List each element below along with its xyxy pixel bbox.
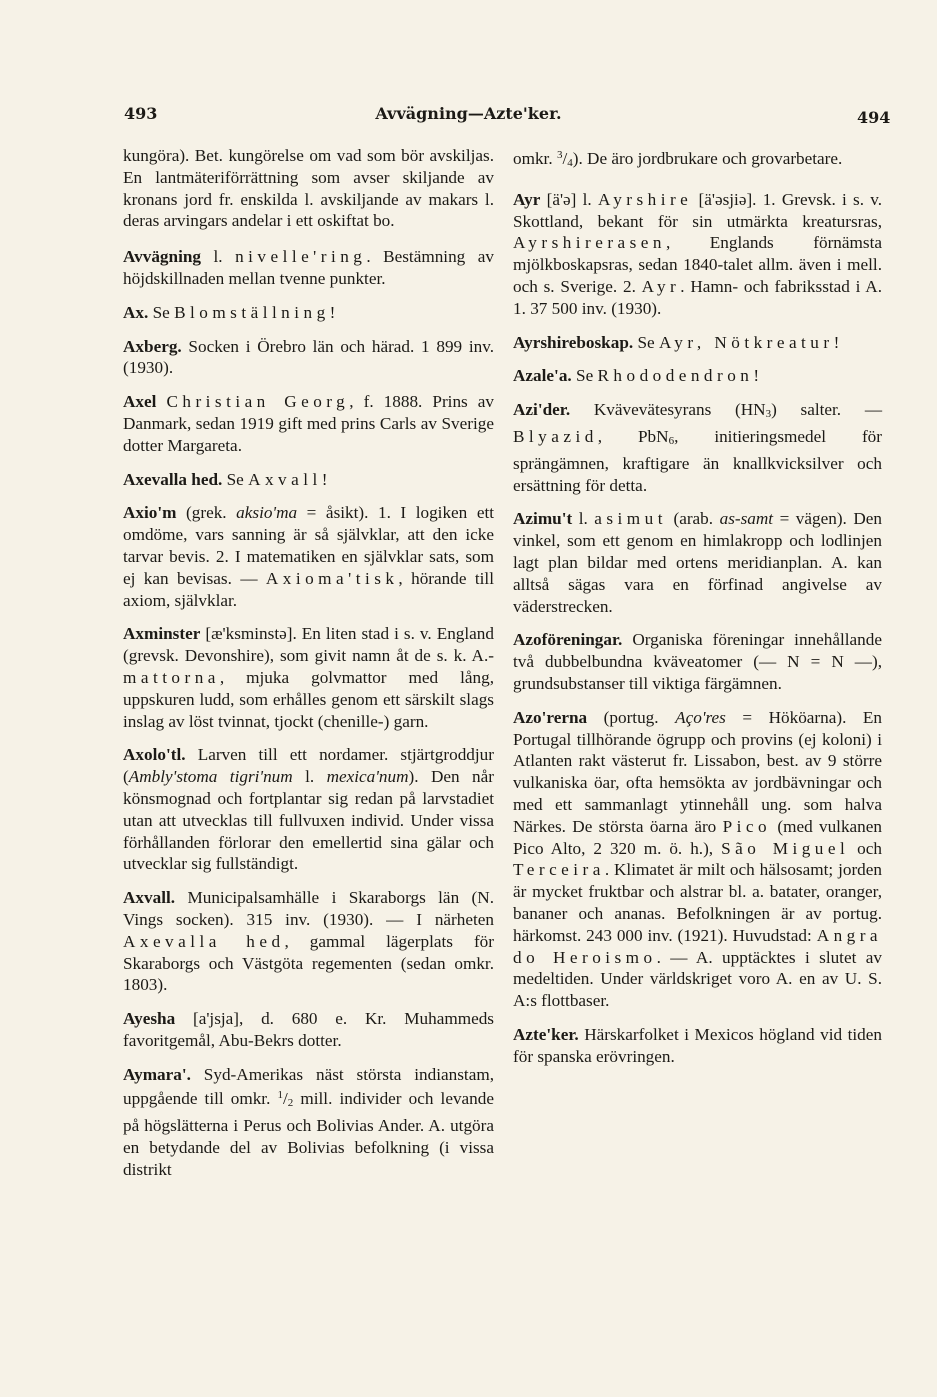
subscript: 3 bbox=[765, 408, 772, 421]
entry-text: Se bbox=[222, 469, 249, 489]
headword: Axminster bbox=[123, 624, 201, 644]
entry-text: = vägen). Den vinkel, som ett genom en himlakropp och lodlinjen lagt plan bildar med ortens meridianplan. A. kan alltså sägas vara en förfinad angivelse av väderstrecken. bbox=[513, 509, 882, 616]
entry-text: ! bbox=[833, 332, 840, 352]
headword: Avvägning bbox=[123, 247, 201, 267]
page-header bbox=[0, 104, 937, 128]
headword: Azte'ker. bbox=[513, 1024, 579, 1044]
spaced-term: Blyazid bbox=[513, 426, 598, 446]
spaced-term: mattorna bbox=[123, 667, 220, 687]
entry-text: l. bbox=[292, 767, 327, 787]
headword: Axel bbox=[123, 392, 157, 412]
entry-text: (portug. bbox=[587, 707, 676, 727]
entry-text: Municipalsamhälle i Skaraborgs län (N. Vings socken). 315 inv. (1930). — I närheten bbox=[123, 888, 494, 929]
page-number-right: 494 bbox=[857, 108, 891, 127]
spaced-term: Terceira bbox=[513, 860, 605, 880]
entry-text: Larven till ett nordamer. stjärtgroddjur ( bbox=[123, 745, 494, 787]
entry-text: ! bbox=[321, 469, 328, 489]
fraction-denominator: 2 bbox=[287, 1097, 294, 1110]
spaced-term: São Miguel bbox=[721, 838, 850, 858]
subscript: 6 bbox=[668, 434, 675, 447]
entry-continuation-aymara: omkr. $^3$/4). De äro jordbrukare och grovarbetare. bbox=[513, 149, 843, 169]
headword: Axberg. bbox=[123, 336, 182, 356]
headword: Ayr bbox=[513, 189, 541, 209]
entry-text: Se bbox=[633, 332, 659, 352]
entry-axiom bbox=[123, 502, 494, 611]
spaced-term: Ayrshire bbox=[597, 189, 693, 209]
headword: Axvall. bbox=[123, 888, 176, 908]
left-column bbox=[123, 145, 494, 1193]
entry-text: ! bbox=[753, 366, 760, 386]
cross-reference: Ayr, Nötkreatur bbox=[658, 332, 834, 352]
headword: Axevalla hed. bbox=[123, 469, 223, 489]
spaced-term: Christian Georg bbox=[166, 392, 350, 412]
entry-ayrshireboskap bbox=[513, 332, 882, 354]
headword: Axolo'tl. bbox=[123, 745, 186, 765]
entry-azalea bbox=[513, 365, 882, 387]
headword: Azi'der. bbox=[513, 400, 571, 420]
entry-text: mill. individer och levande på högslätterna i Perus och Bolivias Ander. A. utgöra en betydande del av Bolivias befolkning (i vissa distrikt bbox=[123, 1089, 494, 1179]
headword: Azale'a. bbox=[513, 366, 572, 386]
headword: Aymara'. bbox=[123, 1064, 191, 1084]
italic-term: aksio'ma bbox=[236, 503, 298, 523]
entry-text: ! bbox=[329, 302, 336, 322]
fraction-numerator: 1 bbox=[277, 1089, 283, 1102]
entry-text: Organiska föreningar innehållande två dubbelbundna kväveatomer (— N = N —), grundsubstanser till viktiga färgämnen. bbox=[513, 630, 882, 693]
entry-avvagning bbox=[123, 246, 494, 290]
cross-reference: Blomställning bbox=[174, 302, 330, 322]
entry-text: , Englands förnämsta mjölkboskapsras, sedan 1840-talet allm. även i mell. och s. Sverige. 2. bbox=[513, 233, 882, 296]
entry-axminster bbox=[123, 623, 494, 732]
entry-text: . — A. upptäcktes i slutet av medeltiden. Under världskriget voro A. en av U. S. A:s flottbaser. bbox=[513, 947, 882, 1011]
entry-azimut bbox=[513, 508, 882, 617]
italic-term: Aço'res bbox=[675, 707, 726, 727]
page-number-left: 493 bbox=[124, 104, 158, 123]
entry-azorerna bbox=[513, 707, 882, 1012]
entry-text: , gammal lägerplats för Skaraborgs och Västgöta regementen (sedan omkr. 1803). bbox=[123, 931, 494, 995]
spaced-term: Axevalla hed bbox=[123, 931, 285, 951]
entry-azider bbox=[513, 399, 882, 496]
entry-text: [ä'ə] l. bbox=[540, 189, 598, 209]
entry-text: . Hamn- och fabriksstad i A. 1. 37 500 inv. (1930). bbox=[513, 276, 882, 318]
entry-text: , hörande till axiom, självklar. bbox=[123, 568, 494, 610]
entry-continuation-kungora bbox=[123, 145, 494, 232]
entry-text: och bbox=[849, 838, 882, 858]
entry-axel bbox=[123, 391, 494, 456]
headword: Ayrshireboskap. bbox=[513, 332, 634, 352]
headword: Ayesha bbox=[123, 1009, 176, 1029]
italic-term: mexica'num bbox=[326, 767, 409, 787]
spaced-term: nivelle'ring bbox=[235, 247, 367, 267]
entry-text: Syd-Amerikas näst största indianstam, uppgående till omkr. bbox=[123, 1064, 494, 1109]
entry-text: , PbN bbox=[597, 426, 669, 446]
headword: Azimu't bbox=[513, 509, 573, 529]
entry-azoforeningar bbox=[513, 629, 882, 694]
entry-axberg bbox=[123, 336, 494, 380]
spaced-term: Angra do Heroismo bbox=[513, 925, 882, 967]
fraction-numerator: 3 bbox=[556, 149, 563, 161]
entry-axvall bbox=[123, 887, 494, 996]
entry-text: Härskarfolket i Mexicos högland vid tiden för spanska erövringen. bbox=[513, 1024, 882, 1066]
spaced-term: Ayr bbox=[641, 276, 681, 296]
entry-text: , initieringsmedel för sprängämnen, kraftigare än knallkvicksilver och ersättning för detta. bbox=[513, 426, 882, 495]
italic-term: as-samt bbox=[719, 509, 774, 529]
entry-aymara: Aymara'. Syd-Amerikas näst största indianstam, uppgående till omkr. $^1$/2 mill. individer och levande på högslätterna i Perus och Bolivias Ander. A. utgöra en betydande del av Bolivias befolkning (i vissa distrikt bbox=[123, 1064, 494, 1179]
running-title: Avvägning—Azte'ker. bbox=[375, 104, 562, 123]
italic-term: Ambly'stoma tigri'num bbox=[128, 767, 293, 787]
headword: Ax. bbox=[123, 302, 149, 322]
cross-reference: Axvall bbox=[248, 469, 322, 489]
entry-text: ). De äro jordbrukare och grovarbetare. bbox=[572, 149, 843, 168]
entry-text: = åsikt). 1. I logiken ett omdöme, vars sanning är så självklar, att den icke tarvar bevis. 2. I matematiken en självklar sats, som ej kan bevisas. — bbox=[123, 503, 494, 588]
entry-axolotl bbox=[123, 744, 494, 875]
spaced-term: Ayrshirerasen bbox=[513, 233, 666, 253]
headword: Axio'm bbox=[123, 503, 177, 523]
entry-text: l. bbox=[572, 509, 595, 529]
entry-axevalla bbox=[123, 469, 494, 491]
entry-text: (med vulkanen Pico Alto, 2 320 m. ö. h.), bbox=[513, 816, 882, 858]
right-column bbox=[513, 145, 882, 1079]
entry-text: (grek. bbox=[176, 503, 237, 523]
entry-text: Kvävevätesyrans (HN bbox=[570, 400, 766, 420]
entry-text: = Hököarna). En Portugal tillhörande ögrupp och provins (ej koloni) i Atlanten rakt västerut fr. Lissabon, best. av 9 större vulkaniska öar, ofta hemsökta av jordbävningar och med ett sammanlagt ytinnehåll ung. som halva Närkes. De största öarna äro bbox=[513, 707, 882, 836]
entry-text: Se bbox=[148, 302, 175, 322]
entry-text: l. bbox=[201, 247, 236, 267]
entry-text: , mjuka golvmattor med lång, uppskuren ludd, som erhålles genom ett särskilt slags inslag av löst tvinnat, tjockt (chenille-) garn. bbox=[123, 667, 494, 731]
entry-text: , f. 1888. Prins av Danmark, sedan 1919 gift med prins Carls av Sverige dotter Margareta. bbox=[123, 392, 494, 455]
entry-body: kungöra). Bet. kungörelse om vad som bör avskiljas. En lantmäteriförrättning som avser skiljande av kronans jord fr. enskilda l. avskiljande av makars l. deras arvingars andelar i ett oskiftat bo. bbox=[123, 146, 494, 231]
entry-text: [a'jsja], d. 680 e. Kr. Muhammeds favoritgemål, Abu-Bekrs dotter. bbox=[123, 1009, 494, 1050]
entry-text: (arab. bbox=[666, 509, 720, 529]
headword: Azoföreningar. bbox=[513, 630, 623, 650]
entry-ayesha bbox=[123, 1008, 494, 1052]
entry-azteker bbox=[513, 1024, 882, 1068]
entry-text: ). Den når könsmognad och fortplantar sig redan på larvstadiet utan att utvecklas till fullvuxen individ. Under vissa förhållanden förlorar den emellertid sina gälar och utvecklar sig fullständigt. bbox=[123, 767, 494, 874]
headword: Azo'rerna bbox=[513, 707, 588, 727]
entry-ax bbox=[123, 302, 494, 324]
entry-text: Se bbox=[571, 366, 598, 386]
cross-reference: Rhododendron bbox=[597, 366, 754, 386]
entry-text: Socken i Örebro län och härad. 1 899 inv. (1930). bbox=[123, 336, 494, 378]
spaced-term: asimut bbox=[594, 509, 667, 529]
spaced-term: Axioma'tisk bbox=[265, 568, 399, 588]
entry-text: omkr. bbox=[513, 149, 557, 168]
entry-text: [æ'ksminstə]. En liten stad i s. v. England (grevsk. Devonshire), som givit namn åt de s. k. A.- bbox=[123, 624, 494, 666]
entry-text: . Bestämning av höjdskillnaden mellan tvenne punkter. bbox=[123, 247, 494, 288]
entry-ayr bbox=[513, 189, 882, 320]
fraction-denominator: 4 bbox=[567, 157, 573, 169]
spaced-term: Pico bbox=[722, 816, 772, 836]
entry-text: [ä'əsjiə]. 1. Grevsk. i s. v. Skottland, bekant för sin utmärkta kreatursras, bbox=[513, 189, 882, 231]
entry-text: ) salter. — bbox=[771, 400, 883, 420]
entry-text: . Klimatet är milt och hälsosamt; jorden är mycket fruktbar och alstrar bl. a. batater, oranger, bananer och ananas. Befolkningen är av portug. härkomst. 243 000 inv. (1921). Huvudstad: bbox=[513, 860, 882, 945]
